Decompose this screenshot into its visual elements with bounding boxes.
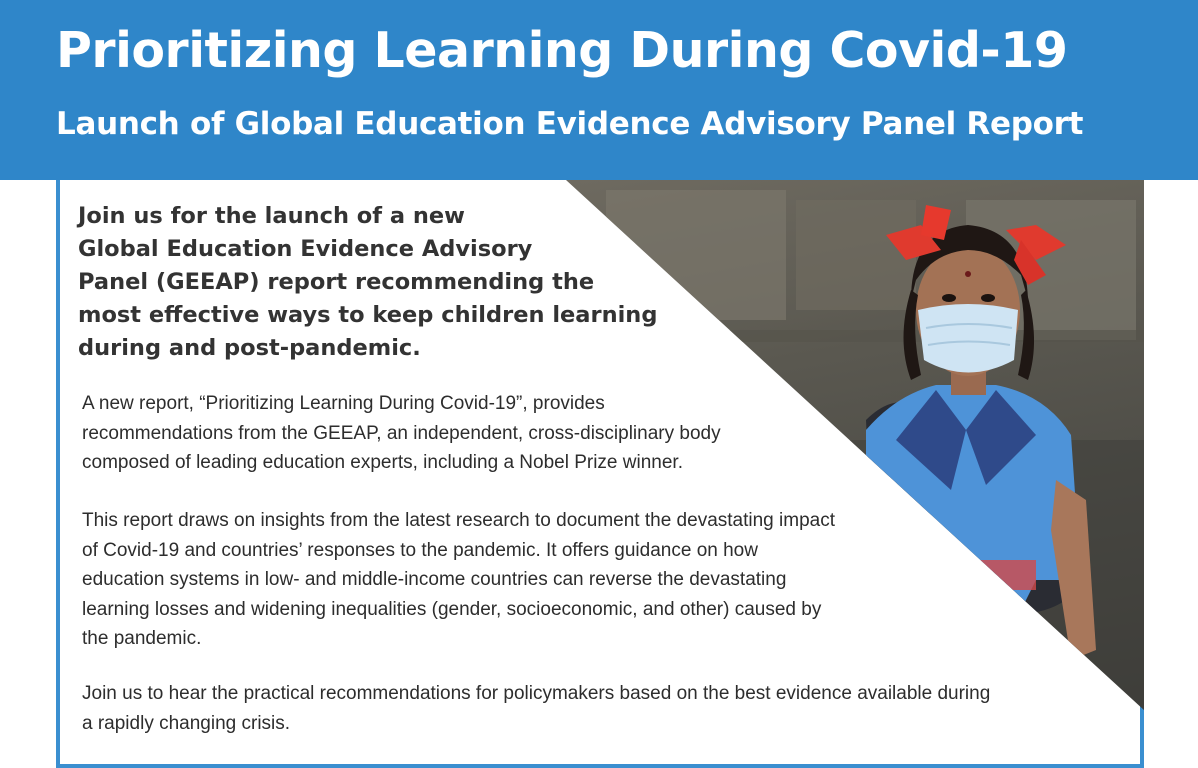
lead-line: Panel (GEEAP) report recommending the [78,269,595,295]
paragraph-line: This report draws on insights from the latest research to document the devastating impact [82,510,835,531]
lead-line: most effective ways to keep children learning [78,302,658,328]
paragraph-line: Join us to hear the practical recommendations for policymakers based on the best evidence available during [82,683,991,704]
paragraph-report-intro [82,389,1042,478]
lead-line: Global Education Evidence Advisory [78,236,533,262]
page-subtitle: Launch of Global Education Evidence Advisory Panel Report [56,106,1084,142]
page-title: Prioritizing Learning During Covid-19 [56,22,1068,79]
paragraph-line: of Covid-19 and countries’ responses to the pandemic. It offers guidance on how [82,539,758,561]
paragraph-report-details [82,506,1042,654]
paragraph-line: the pandemic. [82,628,202,649]
paragraph-line: a rapidly changing crisis. [82,712,291,734]
paragraph-line: recommendations from the GEEAP, an independent, cross-disciplinary body [82,422,721,444]
lead-line: during and post-pandemic. [78,335,421,361]
paragraph-invitation [82,679,1042,738]
paragraph-line: learning losses and widening inequalities (gender, socioeconomic, and other) caused by [82,598,822,620]
paragraph-line: education systems in low- and middle-income countries can reverse the devastating [82,569,787,590]
lead-line: Join us for the launch of a new [78,203,465,229]
paragraph-line: composed of leading education experts, including a Nobel Prize winner. [82,452,683,473]
lead-statement [78,200,678,365]
frame-border-bottom [56,764,1144,768]
frame-border-left [56,180,60,768]
paragraph-line: A new report, “Prioritizing Learning During Covid-19”, provides [82,393,605,414]
header-banner [0,0,1198,180]
